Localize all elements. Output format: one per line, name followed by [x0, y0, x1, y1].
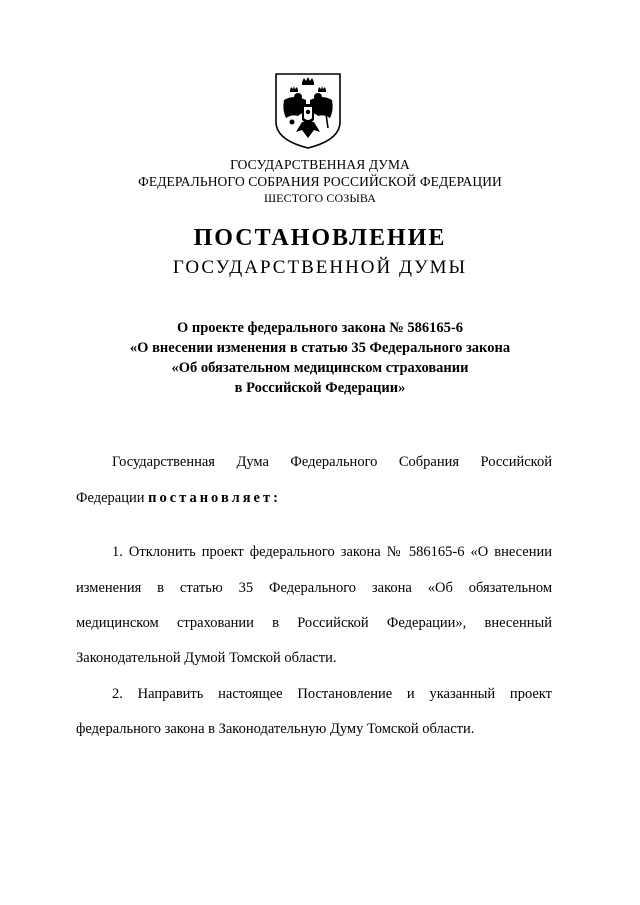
item1-line: 1. Отклонить проект федерального закона № 586165-6 «О внесении	[112, 544, 552, 560]
preamble-line: Государственная Дума Федерального Собрания Российской	[112, 454, 552, 470]
subject-line: «Об обязательном медицинском страховании	[171, 360, 469, 376]
item2-line: 2. Направить настоящее Постановление и указанный проект	[112, 686, 552, 702]
item1-line: Законодательной Думой Томской области.	[76, 650, 337, 666]
russian-coat-of-arms-icon	[272, 70, 344, 150]
document-subject	[0, 318, 640, 398]
preamble-text: Федерации	[76, 490, 149, 506]
convocation-line: ШЕСТОГО СОЗЫВА	[263, 191, 377, 205]
subject-line: «О внесении изменения в статью 35 Федерального закона	[129, 340, 511, 356]
document-type-title: ПОСТАНОВЛЕНИЕ	[193, 225, 447, 251]
item2-line: федерального закона в Законодательную Думу Томской области.	[76, 721, 475, 737]
item1-line: изменения в статью 35 Федерального закона «Об обязательном	[76, 580, 552, 596]
preamble-line	[76, 489, 552, 507]
issuing-authority	[0, 156, 640, 207]
subject-line: в Российской Федерации»	[234, 380, 406, 396]
subject-line: О проекте федерального закона № 586165-6	[176, 320, 464, 336]
item1-line: медицинском страховании в Российской Федерации», внесенный	[76, 615, 552, 631]
authority-line: ГОСУДАРСТВЕННАЯ ДУМА	[230, 157, 410, 172]
resolves-emphasis: постановляет:	[148, 490, 281, 506]
authority-line: ФЕДЕРАЛЬНОГО СОБРАНИЯ РОССИЙСКОЙ ФЕДЕРАЦИИ	[138, 174, 502, 189]
document-type-subtitle: ГОСУДАРСТВЕННОЙ ДУМЫ	[172, 257, 468, 278]
